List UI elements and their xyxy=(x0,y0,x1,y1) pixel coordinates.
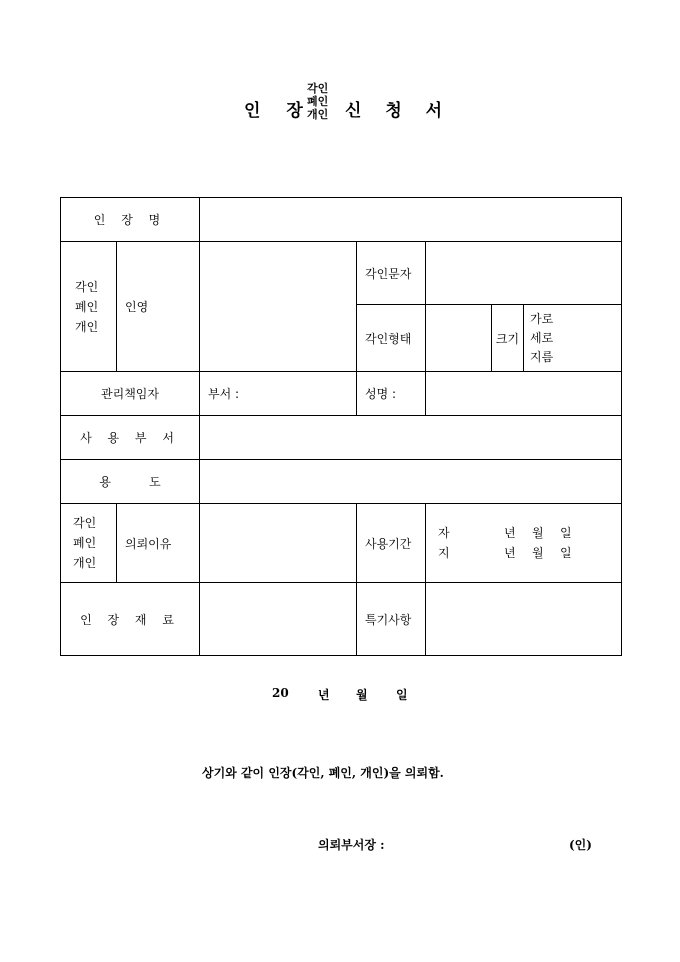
period-field[interactable] xyxy=(426,504,622,583)
title-stack-line: 폐인 xyxy=(307,95,329,108)
period-to-prefix: 지 xyxy=(438,546,450,560)
seal-name-field[interactable] xyxy=(200,198,622,242)
period-from-line xyxy=(438,523,621,543)
seal-impression-label: 인영 xyxy=(117,242,200,372)
manager-label: 관리책임자 xyxy=(61,372,200,416)
period-year: 년 xyxy=(504,526,516,540)
purpose-label: 용 도 xyxy=(61,460,200,504)
reason-type-line: 개인 xyxy=(73,556,97,570)
date-year-prefix: 20 xyxy=(272,686,289,700)
period-from-prefix: 자 xyxy=(438,526,450,540)
request-statement: 상기와 같이 인장(각인, 폐인, 개인)을 의뢰함. xyxy=(202,766,444,780)
using-dept-field[interactable] xyxy=(200,416,622,460)
period-month: 월 xyxy=(532,526,544,540)
dept-field[interactable]: 부서 : xyxy=(200,372,357,416)
using-dept-label: 사 용 부 서 xyxy=(61,416,200,460)
name-field[interactable]: 성명 : xyxy=(357,372,426,416)
engrave-shape-label: 각인형태 xyxy=(357,305,426,372)
size-options xyxy=(524,305,622,372)
material-field[interactable] xyxy=(200,583,357,656)
period-label: 사용기간 xyxy=(357,504,426,583)
engrave-text-label: 각인문자 xyxy=(357,242,426,305)
seal-impression-field[interactable] xyxy=(200,242,357,372)
size-option: 세로 xyxy=(530,330,554,345)
period-year: 년 xyxy=(504,546,516,560)
reason-type-line: 폐인 xyxy=(73,536,97,550)
reason-type-stack xyxy=(61,504,117,583)
seal-name-label: 인 장 명 xyxy=(61,198,200,242)
engrave-type-stack xyxy=(61,242,117,372)
seal-mark: (인) xyxy=(569,838,592,852)
period-day: 일 xyxy=(560,546,572,560)
reason-label: 의뢰이유 xyxy=(117,504,200,583)
date-year-label: 년 xyxy=(318,688,330,702)
size-option: 지름 xyxy=(530,349,554,364)
department-head-label: 의뢰부서장 : xyxy=(318,838,385,852)
title-type-stack xyxy=(307,82,328,121)
title-stack-line: 각인 xyxy=(307,82,329,95)
material-label: 인 장 재 료 xyxy=(61,583,200,656)
purpose-field[interactable] xyxy=(200,460,622,504)
title-right: 신 청 서 xyxy=(345,101,452,121)
period-to-line xyxy=(438,543,621,563)
period-month: 월 xyxy=(532,546,544,560)
engrave-text-field[interactable] xyxy=(426,242,622,305)
date-day-label: 일 xyxy=(396,688,408,702)
engrave-type-line: 각인 xyxy=(75,279,99,294)
application-form-table xyxy=(60,197,622,656)
engrave-type-line: 폐인 xyxy=(75,299,99,314)
name-value-field[interactable] xyxy=(426,372,622,416)
reason-type-line: 각인 xyxy=(73,516,97,530)
period-day: 일 xyxy=(560,526,572,540)
reason-field[interactable] xyxy=(200,504,357,583)
engrave-type-line: 개인 xyxy=(75,319,99,334)
size-option: 가로 xyxy=(530,311,554,326)
special-notes-field[interactable] xyxy=(426,583,622,656)
engrave-shape-field[interactable] xyxy=(426,305,492,372)
size-label: 크기 xyxy=(492,305,524,372)
special-notes-label: 특기사항 xyxy=(357,583,426,656)
title-stack-line: 개인 xyxy=(307,108,329,121)
date-month-label: 월 xyxy=(356,688,368,702)
request-date xyxy=(272,686,432,702)
title-left: 인 장 xyxy=(244,101,313,121)
